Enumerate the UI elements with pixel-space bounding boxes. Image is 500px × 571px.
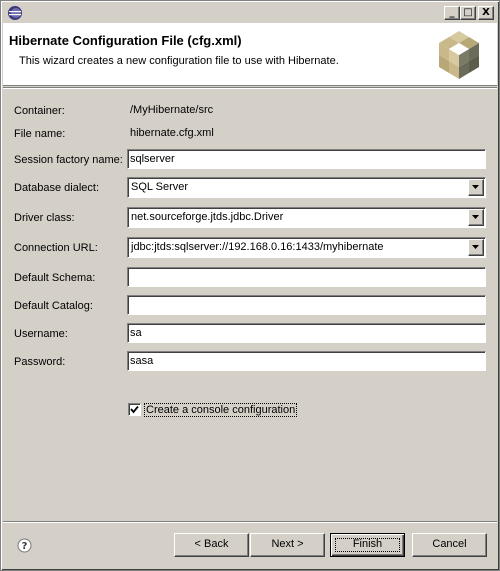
svg-text:?: ? <box>21 541 28 552</box>
default-schema-input[interactable] <box>127 267 486 287</box>
minimize-button[interactable]: _ <box>444 6 460 20</box>
session-factory-name-input[interactable]: sqlserver <box>127 149 486 169</box>
username-input[interactable]: sa <box>127 323 486 343</box>
connection-url-select[interactable] <box>127 237 486 258</box>
page-title: Hibernate Configuration File (cfg.xml) <box>9 33 242 48</box>
database-dialect-value: SQL Server <box>131 181 189 193</box>
connection-url-label: Connection URL: <box>14 242 98 254</box>
default-catalog-input[interactable] <box>127 295 486 315</box>
next-button-label: Next > <box>271 538 304 550</box>
password-input[interactable]: sasa <box>127 351 486 371</box>
page-description: This wizard creates a new configuration file to use with Hibernate. <box>19 55 339 67</box>
back-button[interactable] <box>174 533 249 557</box>
session-factory-name-label: Session factory name: <box>14 154 123 166</box>
connection-url-value: jdbc:jtds:sqlserver://192.168.0.16:1433/myhibernate <box>131 241 384 253</box>
console-configuration-label[interactable]: Create a console configuration <box>146 404 296 416</box>
console-configuration-checkbox[interactable] <box>128 403 141 416</box>
chevron-down-icon[interactable] <box>468 179 484 196</box>
hibernate-logo-icon <box>431 27 487 83</box>
help-icon[interactable] <box>17 538 32 553</box>
username-label: Username: <box>14 328 68 340</box>
header-separator <box>3 87 497 89</box>
finish-button-label: Finish <box>352 538 383 550</box>
driver-class-label: Driver class: <box>14 212 75 224</box>
container-field: /MyHibernate/src <box>127 100 486 120</box>
database-dialect-label: Database dialect: <box>14 182 99 194</box>
file-name-label: File name: <box>14 128 66 140</box>
checkmark-icon <box>130 405 139 414</box>
finish-button[interactable] <box>330 533 405 557</box>
driver-class-select[interactable] <box>127 207 486 228</box>
eclipse-icon <box>7 5 23 21</box>
next-button[interactable] <box>250 533 325 557</box>
file-name-field: hibernate.cfg.xml <box>127 123 486 143</box>
driver-class-value: net.sourceforge.jtds.jdbc.Driver <box>131 211 284 223</box>
wizard-header <box>3 23 497 86</box>
default-catalog-label: Default Catalog: <box>14 300 93 312</box>
cancel-button[interactable] <box>412 533 487 557</box>
maximize-button[interactable]: □ <box>460 6 476 20</box>
close-button[interactable]: X <box>478 6 494 20</box>
database-dialect-select[interactable] <box>127 177 486 198</box>
default-schema-label: Default Schema: <box>14 272 96 284</box>
chevron-down-icon[interactable] <box>468 239 484 256</box>
footer-separator <box>3 521 497 523</box>
cancel-button-label: Cancel <box>432 538 467 550</box>
title-bar[interactable] <box>3 3 497 22</box>
password-label: Password: <box>14 356 66 368</box>
container-label: Container: <box>14 105 65 117</box>
back-button-label: < Back <box>194 538 229 550</box>
chevron-down-icon[interactable] <box>468 209 484 226</box>
